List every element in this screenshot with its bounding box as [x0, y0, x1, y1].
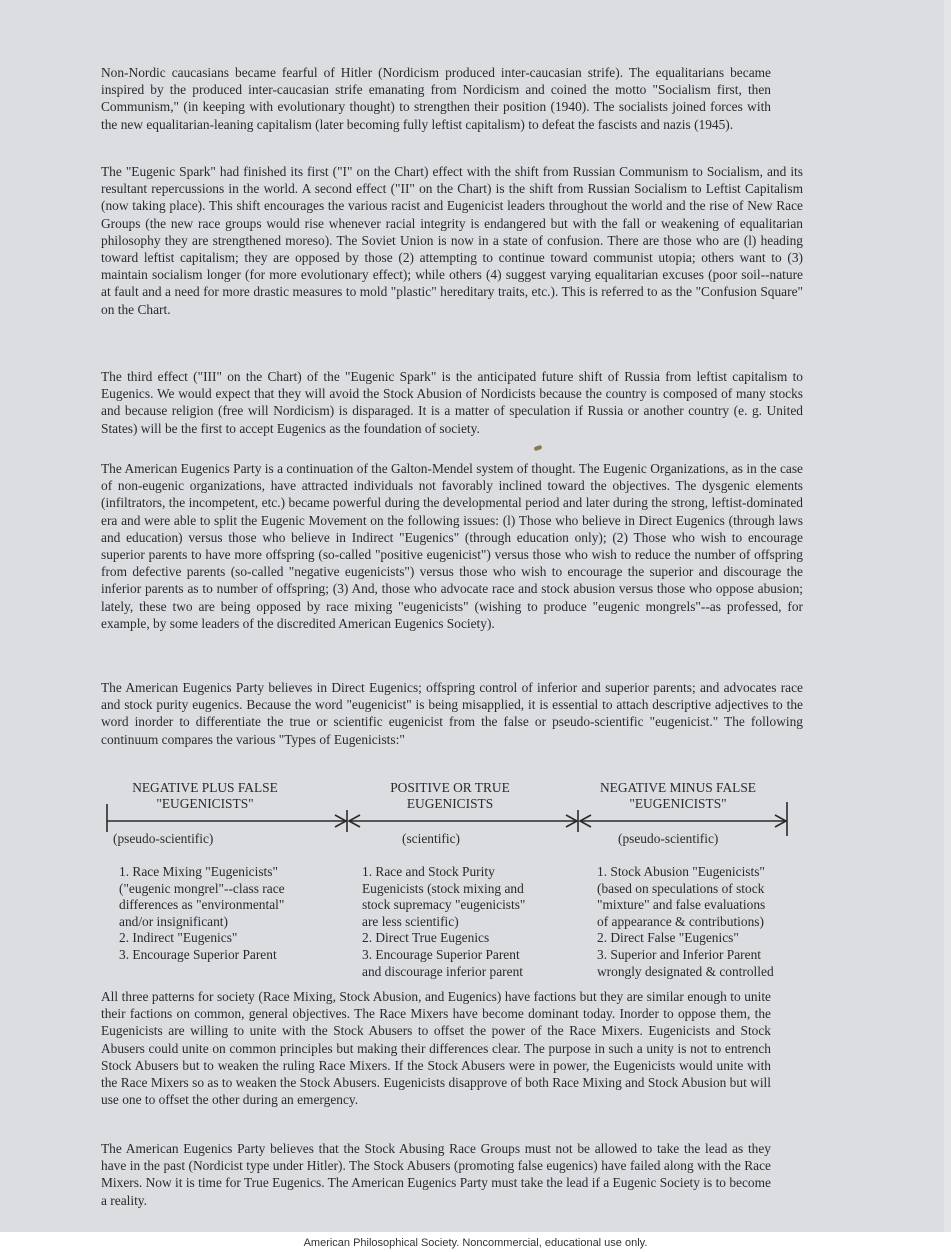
paragraph-eugenic-spark: The "Eugenic Spark" had finished its first ("I" on the Chart) effect with the shift from Russian Communism to Socialism, and its resultant repercussions in the world. A second effect ("II" on the Chart) is the shift from Russian Socialism to Leftist Capitalism (now taking place). This shift encourages the various racist and Eugenicist leaders throughout the world and the rise of New Race Groups (the new race groups would rise whenever racial integrity is endangered but with the fall or weakening of equalitarian philosophy they are strengthened moreso). The Soviet Union is now in a state of confusion. There are those who are (l) heading toward leftist capitalism; they are opposed by those (2) attempting to continue toward communist utopia; others want to (3) maintain socialism longer (for more evolutionary effect); while others (4) suggest varying equalitarian excuses (poor soil--nature at fault and a need for more drastic measures to mold "plastic" hereditary traits, etc.). This is referred to as the "Confusion Square" on the Chart.	[101, 164, 803, 317]
page-edge	[944, 0, 951, 1232]
continuum-list-left	[119, 864, 344, 964]
list-item: 3. Encourage Superior Parent and discourage inferior parent	[362, 946, 523, 979]
list-item: 1. Race Mixing "Eugenicists" ("eugenic mongrel"--class race differences as "environmental" and/or insignificant)	[119, 864, 285, 929]
scale-label-right: (pseudo-scientific)	[618, 831, 719, 846]
continuum-heading-middle: POSITIVE OR TRUE EUGENICISTS	[390, 780, 510, 811]
paragraph-take-the-lead: The American Eugenics Party believes that the Stock Abusing Race Groups must not be allowed to take the lead as they have in the past (Nordicist type under Hitler). The Stock Abusers (promoting false eugenics) have failed along with the Race Mixers. Now it is time for True Eugenics. The American Eugenics Party must take the lead if a Eugenic Society is to become a reality.	[101, 1141, 771, 1208]
paragraph-party-continuation: The American Eugenics Party is a continuation of the Galton-Mendel system of thought. The Eugenic Organizations, as in the case of non-eugenic organizations, have attracted individuals not favorably inclined toward the objectives. The dysgenic elements (infiltrators, the incompetent, etc.) became powerful during the developmental period and later during the strong, leftist-dominated era and were able to split the Eugenic Movement on the following issues: (l) Those who believe in Direct Eugenics (through laws and education) versus those who believe in Indirect "Eugenics" (through education only); (2) Those who wish to encourage superior parents to have more offspring (so-called "positive eugenicist") versus those who wish to reduce the number of offspring from defective parents (so-called "negative eugenicists") versus those who wish to encourage the superior and discourage the inferior parents as to number of offspring; (3) And, those who advocate race and stock abusion versus those who oppose abusion; lately, these two are being opposed by race mixing "eugenicists" (wishing to produce "eugenic mongrels"--as professed, for example, by some leaders of the discredited American Eugenics Society).	[101, 461, 803, 631]
continuum-list-right	[597, 864, 817, 980]
paragraph-nordicism: Non-Nordic caucasians became fearful of Hitler (Nordicism produced inter-caucasian strife). The equalitarians became inspired by the produced inter-caucasian strife emanating from Nordicism and coined the motto "Socialism first, then Communism," (in keeping with evolutionary thought) to strengthen their position (1940). The socialists joined forces with the new equalitarian-leaning capitalism (later becoming fully leftist capitalism) to defeat the fascists and nazis (1945).	[101, 65, 771, 132]
paragraph-third-effect: The third effect ("III" on the Chart) of the "Eugenic Spark" is the anticipated future shift of Russia from leftist capitalism to Eugenics. We would expect that they will avoid the Stock Abusion of Nordicists because the country is composed of many stocks and because religion (free will Nordicism) is disparaged. It is a matter of speculation if Russia or another country (e. g. United States) will be the first to accept Eugenics as the foundation of society.	[101, 369, 803, 436]
paragraph-direct-eugenics: The American Eugenics Party believes in Direct Eugenics; offspring control of inferior and superior parents; and advocates race and stock purity eugenics. Because the word "eugenicist" is being misapplied, it is essential to attach descriptive adjectives to the word inorder to differentiate the true or scientific eugenicist from the false or pseudo-scientific "eugenicist." The following continuum compares the various "Types of Eugenicists:"	[101, 680, 803, 747]
list-item: 3. Superior and Inferior Parent wrongly designated & controlled	[597, 946, 774, 979]
continuum-heading-right: NEGATIVE MINUS FALSE "EUGENICISTS"	[600, 780, 756, 811]
list-item: 2. Direct True Eugenics	[362, 930, 490, 946]
ink-mark	[534, 445, 543, 451]
list-item: 2. Indirect "Eugenics"	[119, 930, 238, 946]
paragraph-three-patterns: All three patterns for society (Race Mixing, Stock Abusion, and Eugenics) have factions but they are similar enough to unite their factions on common, general objectives. The Race Mixers have become dominant today. Inorder to oppose them, the Eugenicists are willing to unite with the Stock Abusers to offset the power of the Race Mixers. Eugenicists and Stock Abusers could unite on common principles but making their differences clear. The purpose in such a unity is not to entrench Stock Abusers but to weaken the ruling Race Mixers. If the Stock Abusers were in power, the Eugenicists would unite with the Race Mixers so as to weaken the Stock Abusers. Eugenicists disapprove of both Race Mixing and Stock Abusion but will use one to offset the other during an emergency.	[101, 989, 771, 1108]
scale-label-left: (pseudo-scientific)	[113, 831, 214, 846]
list-item: 1. Stock Abusion "Eugenicists" (based on speculations of stock "mixture" and false evaluations of appearance & contributions)	[597, 864, 766, 929]
copyright-footer: American Philosophical Society. Noncommercial, educational use only.	[303, 1237, 648, 1249]
continuum-heading-left: NEGATIVE PLUS FALSE "EUGENICISTS"	[132, 780, 278, 811]
list-item: 2. Direct False "Eugenics"	[597, 930, 739, 946]
list-item: 1. Race and Stock Purity Eugenicists (stock mixing and stock supremacy "eugenicists" are less scientific)	[362, 864, 526, 929]
list-item: 3. Encourage Superior Parent	[119, 946, 277, 962]
scale-label-middle: (scientific)	[402, 831, 460, 846]
continuum-list-middle	[362, 864, 577, 980]
